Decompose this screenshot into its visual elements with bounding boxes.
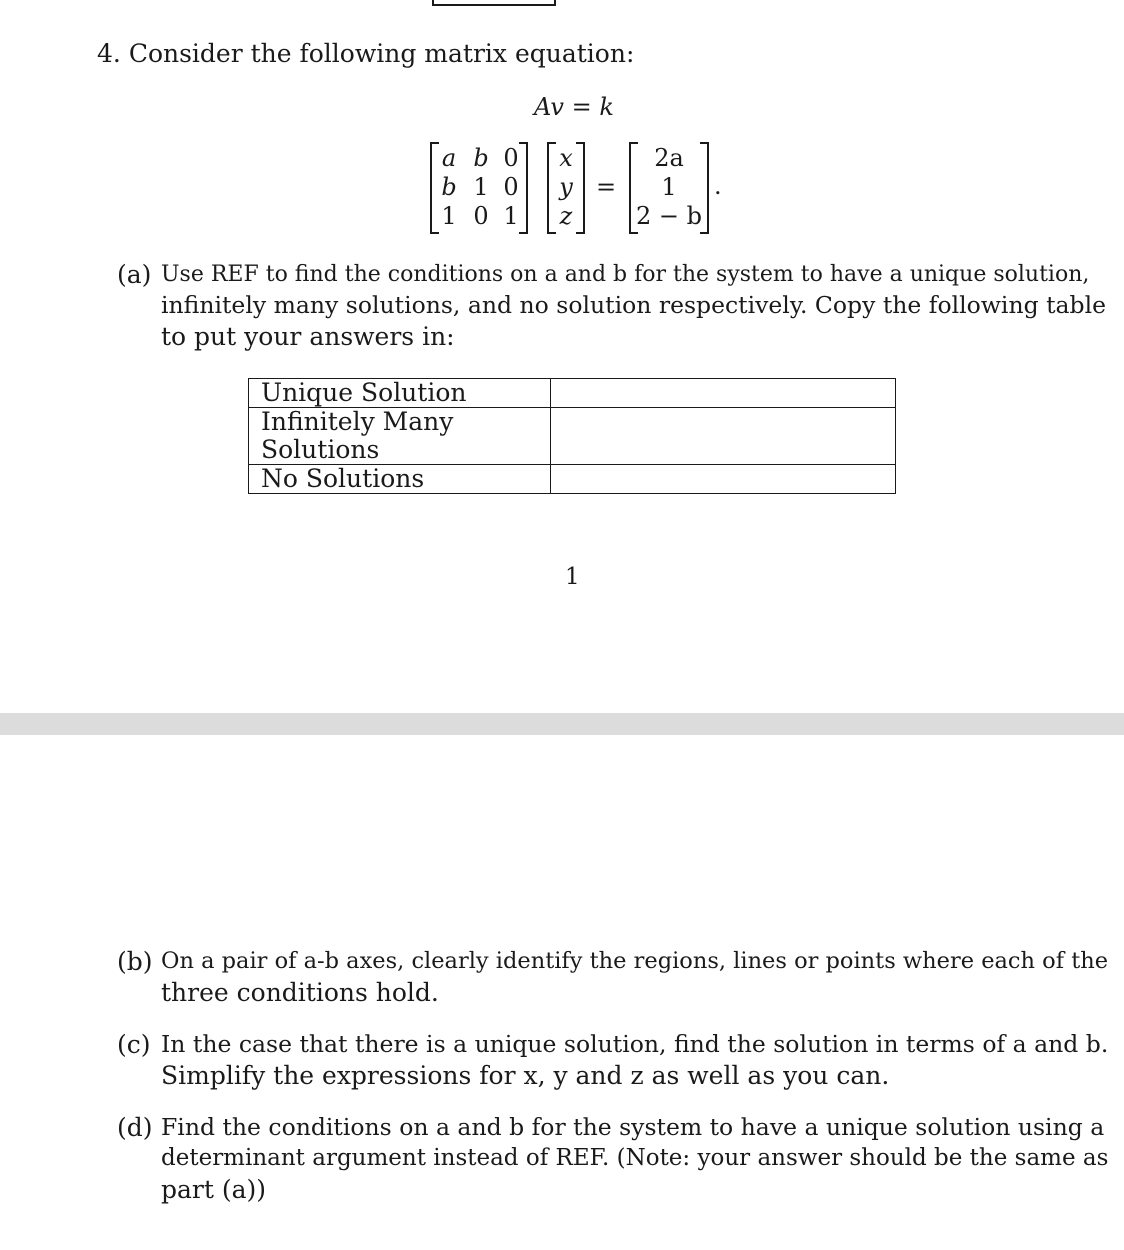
matrix-a-cell: a xyxy=(441,144,457,172)
part-b-line: three conditions hold. xyxy=(161,978,439,1007)
answer-cell-infinite[interactable] xyxy=(551,408,896,465)
answer-cell-unique[interactable] xyxy=(551,379,896,408)
vector-v xyxy=(547,142,585,234)
matrix-a-cell: 1 xyxy=(473,173,489,201)
row-label-unique: Unique Solution xyxy=(249,379,551,408)
matrix-a-cell: 0 xyxy=(503,173,519,201)
table-row xyxy=(249,465,896,494)
equation-short xyxy=(534,92,614,123)
vector-v-cell: x xyxy=(559,144,573,172)
question-header xyxy=(97,38,634,69)
page-number: 1 xyxy=(565,564,580,590)
part-a-line: Use REF to find the conditions on a and b for the system to have a unique solution, xyxy=(161,262,1090,287)
part-c-line: Simplify the expressions for x, y and z as well as you can. xyxy=(161,1061,890,1090)
vector-v-cell: y xyxy=(559,173,573,201)
part-c-label: (c) xyxy=(117,1030,151,1059)
matrix-a-cell: b xyxy=(441,173,457,201)
table-row xyxy=(249,408,896,465)
row-label-none: No Solutions xyxy=(249,465,551,494)
page-break-divider xyxy=(0,713,1124,735)
vector-k-cell: 2a xyxy=(654,144,684,172)
question-number: 4. xyxy=(97,39,121,68)
answer-cell-none[interactable] xyxy=(551,465,896,494)
part-b-label: (b) xyxy=(117,947,153,976)
equation-rhs: k xyxy=(599,93,614,121)
matrix-a-cell: 1 xyxy=(441,202,457,230)
matrix-a xyxy=(430,142,528,234)
table-row xyxy=(249,379,896,408)
vector-v-cell: z xyxy=(559,202,573,230)
part-c-line: In the case that there is a unique solution, find the solution in terms of a and b. xyxy=(161,1030,1109,1058)
matrix-equals: = xyxy=(596,173,617,201)
equation-equals: = xyxy=(571,93,592,121)
answer-table xyxy=(248,378,896,494)
vector-k-cell: 1 xyxy=(661,173,677,201)
part-a-line: infinitely many solutions, and no solution respectively. Copy the following table xyxy=(161,291,1107,319)
part-b-line: On a pair of a-b axes, clearly identify the regions, lines or points where each of the xyxy=(161,948,1109,974)
question-prompt: Consider the following matrix equation: xyxy=(128,39,635,68)
matrix-a-cell: 0 xyxy=(473,202,489,230)
part-d-label: (d) xyxy=(117,1113,153,1142)
vector-k-cell: 2 − b xyxy=(636,202,702,230)
equation-lhs: Av xyxy=(534,93,564,121)
previous-page-bracket xyxy=(432,0,556,6)
part-d-line: part (a)) xyxy=(161,1175,267,1204)
vector-k xyxy=(629,142,709,234)
part-d-line: Find the conditions on a and b for the system to have a unique solution using a xyxy=(161,1113,1105,1141)
matrix-a-cell: 0 xyxy=(503,144,519,172)
row-label-infinite: Infinitely Many Solutions xyxy=(249,408,551,465)
matrix-a-cell: b xyxy=(473,144,489,172)
part-a-label: (a) xyxy=(117,260,152,289)
matrix-period: . xyxy=(714,172,722,200)
matrix-a-cell: 1 xyxy=(503,202,519,230)
part-a-line: to put your answers in: xyxy=(161,322,455,351)
part-d-line: determinant argument instead of REF. (Note: your answer should be the same as xyxy=(161,1145,1109,1171)
